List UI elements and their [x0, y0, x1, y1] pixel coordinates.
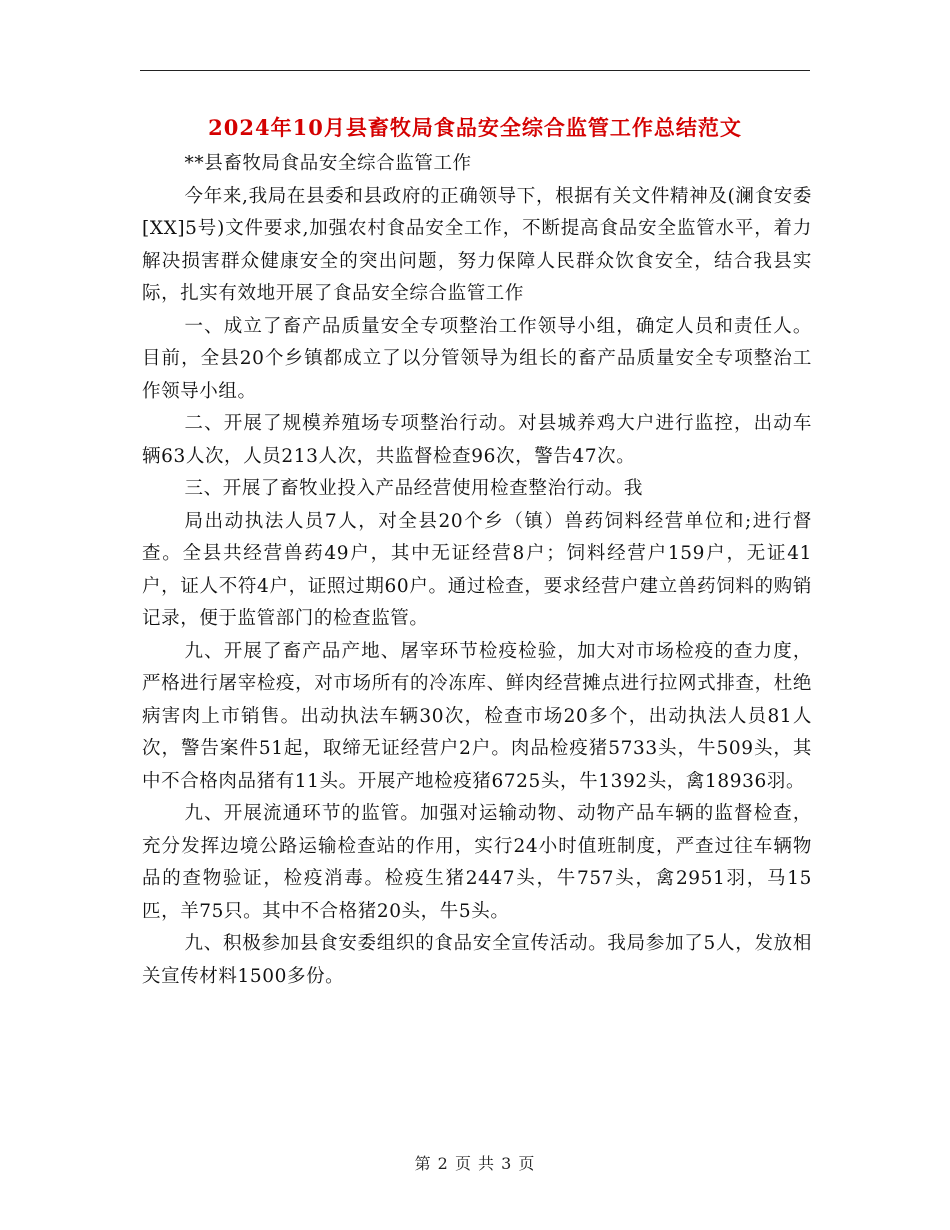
page-number-footer: 第 2 页 共 3 页 — [414, 1154, 536, 1173]
paragraph-intro: 今年来,我局在县委和县政府的正确领导下，根据有关文件精神及(澜食安委[XX]5号)文件要求,加强农村食品安全工作，不断提高食品安全监管水平，着力解决损害群众健康安全的突出问题，努力保障人民群众饮食安全，结合我县实际，扎实有效地开展了食品安全综合监管工作 — [142, 185, 812, 304]
paragraph-item-1: 一、成立了畜产品质量安全专项整治工作领导小组，确定人员和责任人。目前，全县20个乡镇都成立了以分管领导为组长的畜产品质量安全专项整治工作领导小组。 — [142, 315, 812, 402]
paragraph-heading: **县畜牧局食品安全综合监管工作 — [184, 153, 472, 174]
document-body — [142, 148, 812, 993]
paragraph-item-3-body: 局出动执法人员7人，对全县20个乡（镇）兽药饲料经营单位和;进行督查。全县共经营兽药49户，其中无证经营8户；饲料经营户159户，无证41户，证人不符4户，证照过期60户。通过检查，要求经营户建立兽药饲料的购销记录，便于监管部门的检查监管。 — [142, 510, 812, 629]
header-rule — [140, 70, 810, 71]
paragraph-item-9c: 九、积极参加县食安委组织的食品安全宣传活动。我局参加了5人，发放相关宣传材料1500多份。 — [142, 933, 812, 987]
paragraph-item-9a: 九、开展了畜产品产地、屠宰环节检疫检验，加大对市场检疫的查力度，严格进行屠宰检疫，对市场所有的冷冻库、鲜肉经营摊点进行拉网式排查，杜绝病害肉上市销售。出动执法车辆30次，检查市场20多个，出动执法人员81人次，警告案件51起，取缔无证经营户2户。肉品检疫猪5733头，牛509头，其中不合格肉品猪有11头。开展产地检疫猪6725头，牛1392头，禽18936羽。 — [142, 640, 812, 792]
document-title: 2024年10月县畜牧局食品安全综合监管工作总结范文 — [208, 115, 742, 140]
paragraph-item-9b: 九、开展流通环节的监管。加强对运输动物、动物产品车辆的监督检查，充分发挥边境公路运输检查站的作用，实行24小时值班制度，严查过往车辆物品的查物验证，检疫消毒。检疫生猪2447头，牛757头，禽2951羽，马15匹，羊75只。其中不合格猪20头，牛5头。 — [142, 803, 812, 922]
paragraph-item-3-lead: 三、开展了畜牧业投入产品经营使用检查整治行动。我 — [184, 478, 643, 499]
paragraph-item-2: 二、开展了规模养殖场专项整治行动。对县城养鸡大户进行监控，出动车辆63人次，人员213人次，共监督检查96次，警告47次。 — [142, 413, 812, 467]
